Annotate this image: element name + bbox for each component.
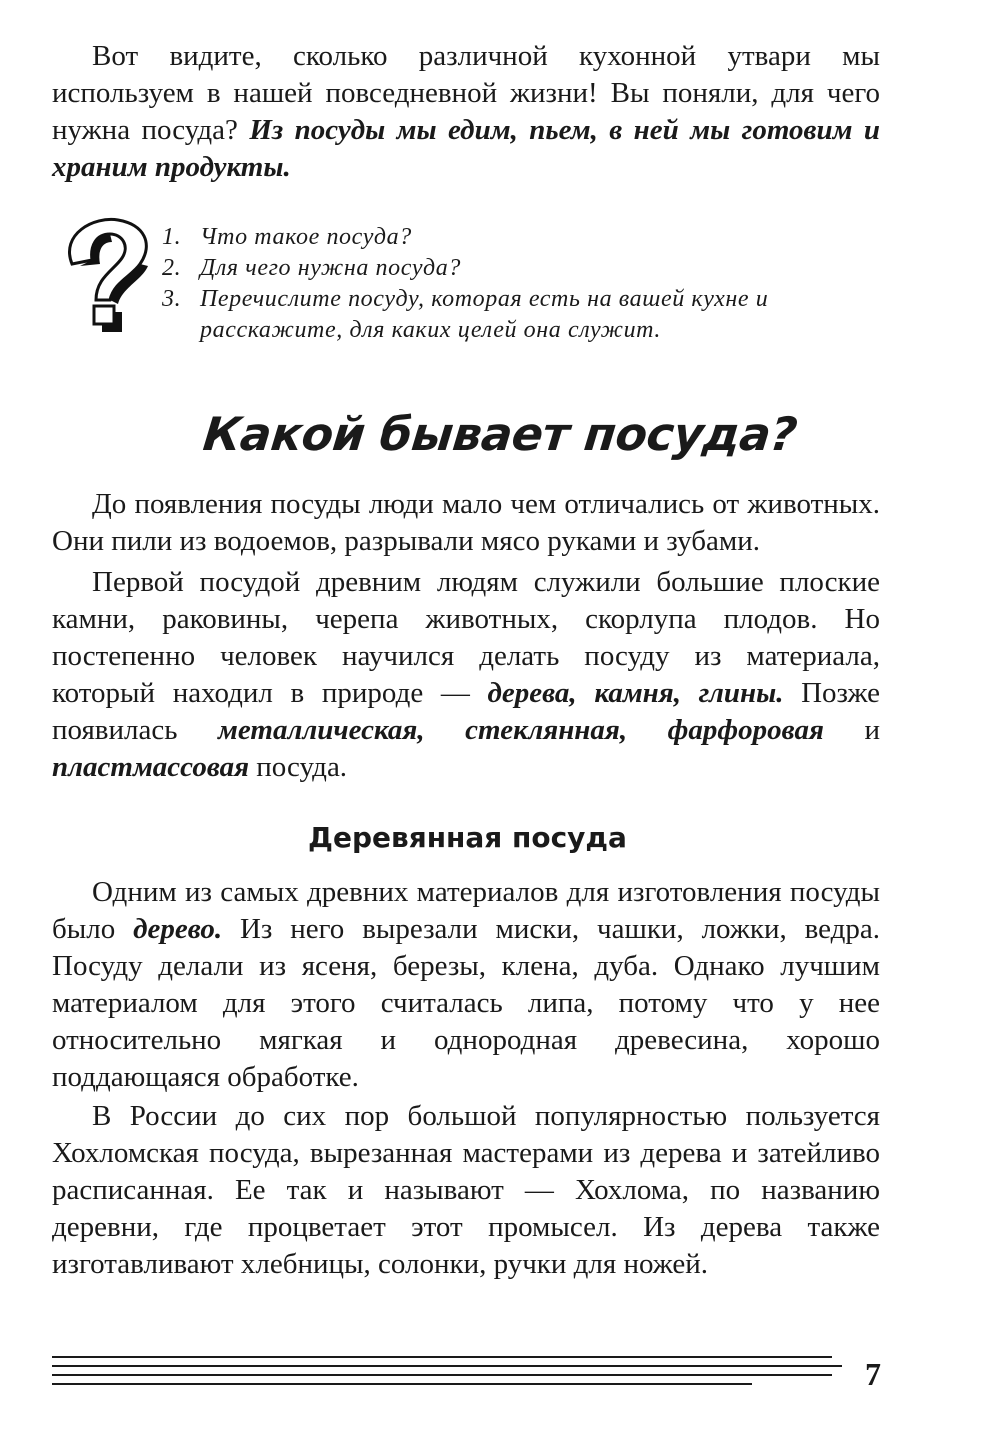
question-item — [162, 284, 880, 346]
question-number: 1. — [162, 224, 182, 250]
question-number: 3. — [162, 286, 182, 312]
review-questions — [162, 222, 880, 346]
emphasis-modern-materials: металлическая, стеклянная, фарфоровая — [218, 714, 824, 746]
intro-emphasis: Из посуды мы едим, пьем, в ней мы готовим и храним продукты. — [52, 114, 880, 183]
intro-paragraph — [52, 38, 880, 186]
emphasis-plastic: пластмассовая — [52, 751, 250, 783]
section-title: Какой бывает посуда? — [200, 407, 800, 461]
footer-rule — [52, 1365, 842, 1367]
page-number: 7 — [865, 1356, 881, 1392]
paragraph-materials: Первой посудой древним людям служили большие плоские камни, раковины, черепа животных, скорлупа плодов. Но постепенно человек научился делать посуду из материала, который находил в природе — дерева, камня, глины. Позже появилась металлическая, стеклянная, фарфоровая и пластмассовая посуда. — [52, 566, 881, 783]
emphasis-wood: дерево. — [133, 913, 223, 945]
intro-text: Вот видите, сколько различной кухонной утвари мы используем в нашей повседневной жизни! Вы поняли, для чего нужна посуда? — [52, 40, 880, 146]
question-mark-icon — [52, 212, 160, 342]
footer-rule — [52, 1383, 752, 1385]
question-text: Для чего нужна посуда? — [200, 255, 461, 281]
question-text: Перечислите посуду, которая есть на вашей кухне и расскажите, для каких целей она служит. — [200, 286, 769, 343]
footer-rule — [52, 1374, 832, 1376]
question-item — [162, 222, 880, 253]
paragraph-origins: До появления посуды люди мало чем отличались от животных. Они пили из водоемов, разрывали мясо руками и зубами. — [52, 488, 880, 557]
question-item — [162, 253, 880, 284]
emphasis-materials: дерева, камня, глины. — [487, 677, 784, 709]
footer-rule — [52, 1356, 832, 1358]
subsection-title: Деревянная посуда — [308, 821, 627, 854]
question-text: Что такое посуда? — [200, 224, 412, 250]
paragraph-wood: Одним из самых древних материалов для изготовления посуды было дерево. Из него вырезали миски, чашки, ложки, ведра. Посуду делали из ясеня, березы, клена, дуба. Однако лучшим материалом для этого считалась липа, потому что у нее относительно мягкая и однородная древесина, хорошо поддающаяся обработке. — [52, 876, 880, 1093]
question-number: 2. — [162, 255, 182, 281]
paragraph-khokhloma: В России до сих пор большой популярностью пользуется Хохломская посуда, вырезанная мастерами из дерева и затейливо расписанная. Ее так и называют — Хохлома, по названию деревни, где процветает этот промысел. Из дерева также изготавливают хлебницы, солонки, ручки для ножей. — [52, 1100, 880, 1280]
